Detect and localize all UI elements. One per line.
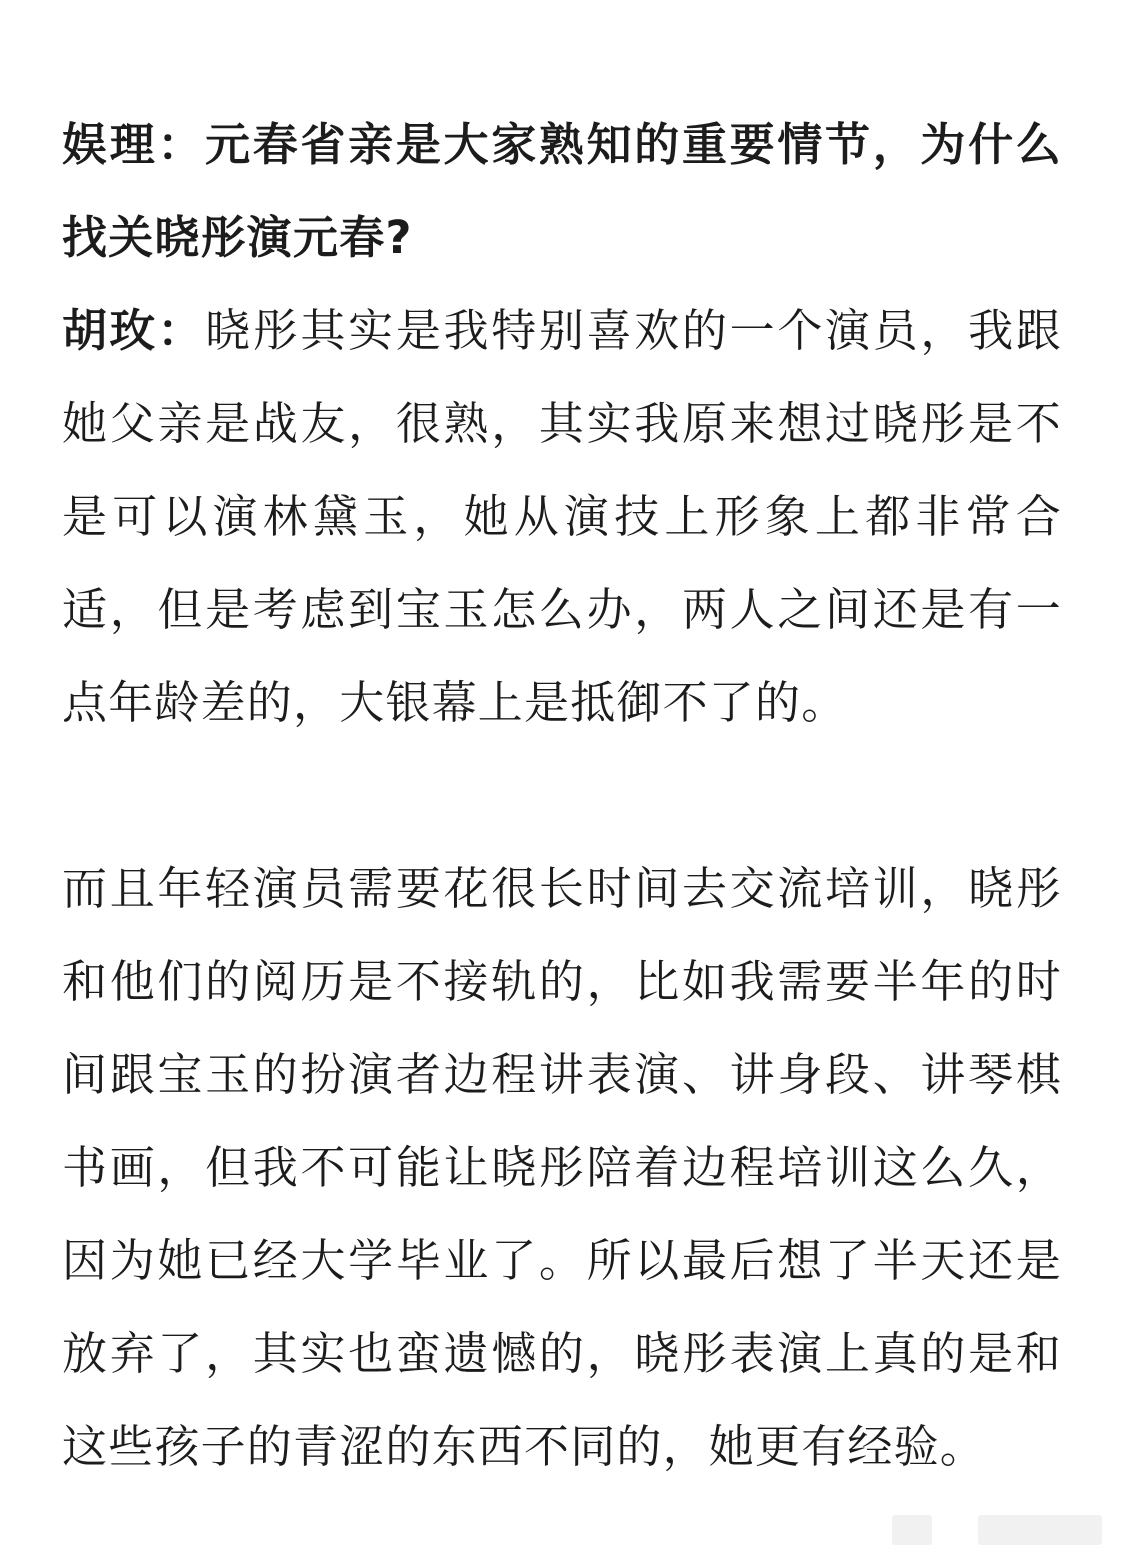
interview-answer [62, 284, 1062, 749]
watermark-mark [892, 1515, 932, 1545]
question-speaker: 娱理： [62, 118, 206, 171]
question-text: 元春省亲是大家熟知的重要情节，为什么找关晓彤演元春? [62, 118, 1062, 264]
interview-question [62, 98, 1062, 284]
watermark-logo [892, 1515, 1102, 1545]
answer-continuation: 而且年轻演员需要花很长时间去交流培训，晓彤和他们的阅历是不接轨的，比如我需要半年的时间跟宝玉的扮演者边程讲表演、讲身段、讲琴棋书画，但我不可能让晓彤陪着边程培训这么久，因为她已经大学毕业了。所以最后想了半天还是放弃了，其实也蛮遗憾的，晓彤表演上真的是和这些孩子的青涩的东西不同的，她更有经验。 [62, 862, 1062, 1473]
article-body [62, 98, 1062, 1493]
watermark-wordmark [978, 1515, 1102, 1545]
answer-speaker: 胡玫： [62, 304, 206, 357]
answer-text: 晓彤其实是我特别喜欢的一个演员，我跟她父亲是战友，很熟，其实我原来想过晓彤是不是可以演林黛玉，她从演技上形象上都非常合适，但是考虑到宝玉怎么办，两人之间还是有一点年龄差的，大银幕上是抵御不了的。 [62, 304, 1062, 729]
paragraph-gap [62, 749, 1062, 842]
